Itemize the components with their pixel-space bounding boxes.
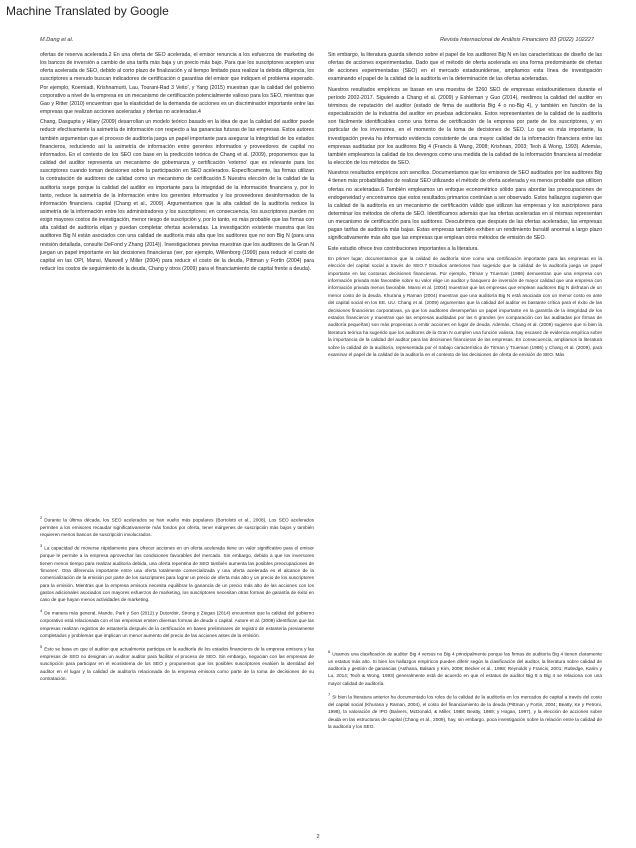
footnote-number: 3 (40, 543, 43, 549)
footnote-text: Durante la última década, los SEO acelerados se han vuelto más populares (Bortolotti et al., 2008). Los SEO acelerados permiten a los emisores recaudar significativamente más fondos por oferta, tener márgenes de suscripción más bajos y también requieren menos bancos de suscripción involucrados. (40, 517, 314, 538)
footnote-number: 6 (328, 649, 331, 654)
paragraph: Sin embargo, la literatura guarda silencio sobre el papel de los auditores Big N en las características de diseño de las ofertas de acciones experimentadas. Dado que el método de oferta acelerada es una forma predominante de ofertas de acciones experimentadas (SEO) en el mercado estadounidense, ampliamos esta línea de investigación examinando el papel de la calidad de la auditoría en la determinación de las ofertas aceleradas. (328, 52, 602, 83)
footnote (40, 643, 314, 682)
paragraph: En primer lugar, documentamos que la calidad de auditoría sirve como una certificación importante para las empresas en la elección del capital social a través de SEO.7 Estudios anteriores han sugerido que la calidad de la auditoría juega un papel importante en las costosas decisiones financieras. Por ejemplo, Titman y Trueman (1986) demuestran que una empresa con información privada más favorable sobre su valor elige un auditor y banquero de inversión de mayor calidad que una empresa con información privada menos favorable. Mansi et al. (2004) muestran que las empresas que emplean auditores Big N disfrutan de un menor costo de la deuda. Khurana y Raman (2004) muestran que una auditoría Big N está asociada con un menor costo ex ante del capital social en los EE. UU. Chang et al. (2009) argumentan que la calidad del auditor es bastante crítica para el éxito de las decisiones financieras corporativas, ya que los auditores desempeñan un papel importante en la garantía de la integridad de los estados financieros y muestran que las empresas auditadas por las 6 grandes (en comparación con las auditadas por firmas de auditoría pequeñas) son más propensas a emitir acciones en lugar de deuda. Además, Chang et al. (2009) sugieren que si bien la literatura teórica ha sugerido que los auditores de la Gran N cumplen una función valiosa, hay escasez de evidencia empírica sobre la importancia de la calidad del auditor para las decisiones financieras de las empresas. En consecuencia, ampliamos la literatura sobre la calidad de la auditoría, representada por el trabajo característico de Titman y Trueman (1986) y Chang et al. (2009), para examinar el papel de la calidad de la auditoría en el contexto de las decisiones de oferta de emisión de SEO. Más (328, 255, 602, 358)
footnote-number: 2 (40, 515, 43, 520)
footnote-text: La capacidad de moverse rápidamente para ofrecer acciones en un oferta acelerada tiene un valor significativo para el emisor porque le permite a la empresa aprovechar las condiciones favorables del mercado. Sin embargo, debido a que los inversores tienen menos tiempo para realizar auditoría debida, una oferta repentina de SEO también aumenta las posibles preocupaciones de 'limones'. Otra diferencia importante entre una oferta totalmente comercializada y una oferta acelerada es el alcance de la comercialización de la emisión por parte de los suscriptores para lograr un precio de oferta más alto y un precio de los suscriptores para la emisión. Mientras que la empresa emisora necesita equilibrar la ganancia de un precio más alto de las acciones con los gastos adicionales asociados con mayores esfuerzos de marketing, los suscriptores necesitan otras formas de garantía de éxito en caso de que hayan menos actividades de marketing. (40, 546, 314, 603)
footnote (328, 648, 602, 687)
footnote (40, 514, 314, 538)
left-column (40, 51, 314, 507)
right-column (328, 51, 602, 626)
paragraph: Nuestros resultados empíricos son sencillos. Documentamos que los emisores de SEO auditados por los auditores Big 4 tienen más probabilidades de realizar SEO utilizando el método de oferta acelerada y es menos probable que utilicen ofertas no aceleradas.6 También empleamos un enfoque econométrico sólido para abordar las preocupaciones de endogeneidad y encontramos que estos resultados primarios continúan a ser observado. Estos hallazgos sugieren que la calidad de la auditoría es un mecanismo de certificación válido que utilizan las empresas y los suscriptores para determinar los métodos de oferta de SEO. Identificamos además que las ofertas aceleradas en sí mismas representan un mecanismo de certificación para los auditores. Descubrimos que después de las ofertas aceleradas, las empresas pagan tarifas de auditoría más bajas. Estas empresas también exhiben un rendimiento bursátil anormal a largo plazo significativamente más alto que las empresas que emplean otros métodos de emisión de SEO. (328, 170, 602, 242)
translation-banner (0, 0, 636, 24)
footnote-text: Esto se basa en que el auditor que actualmente participa en la auditoría de los estados financieros de la empresa emisora y las empresas de SEO no designan un auditor auditor para facilitar el proceso de SEO. Sin embargo, negocian con las empresas de suscripción para participar en el ecosistema de los SEO y proponemos que los posibles suscriptores evalúen la identidad del auditor en el lugar y la calidad de auditoría relacionada de la empresa emisora como parte de la toma de decisiones de su contratación. (40, 646, 314, 681)
footnote (40, 607, 314, 639)
footnote-text: Usamos una clasificación de auditor Big 4 versus no Big 4 principalmente porque las firmas de auditoría Big 4 tienen claramente un estatus más alto. Si bien los hallazgos empíricos pueden diferir según la clasificación del auditor, la literatura sobre calidad de auditoría y gestión de ganancias (Asthana, Balsam y Kim, 2009; Becker et al., 1998; Reynolds y Francis, 2001; Rutledge, Karim y Lu, 2014; Teoh & Wong, 1993) generalmente está de acuerdo en que el estatus de auditor Big 8 a Big 4 se relaciona con una mayor calidad de auditoría. (328, 651, 602, 686)
paragraph: Nuestros resultados empíricos se basan en una muestra de 3260 SEO de empresas estadounidenses durante el período 2002-2017. Siguiendo a Chang et al. (2009) y Eshleman y Guo (2014), medimos la calidad del auditor en términos de reputación del auditor (estado de firma de auditoría Big 4 o no-Big 4), y también en función de la especialización de la industria del auditor en pruebas adicionales. Estos representantes de la calidad de la auditoría son fácilmente identificables como una forma de certificación de la empresa por parte de los suscriptores, y en particular de los inversores, en el momento de la toma de decisiones de SEO. Lo que es más importante, la investigación previa ha informado evidencia consistente de una mayor calidad de la información financiera entre las empresas auditadas por los auditores Big 4 (Francis & Wang, 2008; Krishnan, 2003; Teoh & Wong, 1993). Además, también empleamos la calidad de los devengos como una medida de la calidad de la información financiera al modelar la elección de los métodos de SEO. (328, 86, 602, 167)
footnote-text: Si bien la literatura anterior ha documentado los roles de la calidad de la auditoría en los mercados de capital a través del costo del capital social (Khurana y Raman, 2004), el costo del financiamiento de la deuda (Pittman y Fortin, 2004; Beatty, Ke y Petroni, 1998), la valoración de IPO (Balvers, McDonald, & Miller, 1988; Beatty, 1989; y Hogan, 1997), y la elección de acciones sobre deuda en las estructuras de capital (Chang et al., 2009), hay, sin embargo, poca investigación sobre la relación entre la calidad de la auditoría y los SEO. (328, 694, 602, 729)
running-head-journal: Revista Internacional de Análisis Financiero 83 (2022) 102227 (439, 37, 594, 43)
running-head-author: M.Dang et al. (40, 37, 74, 43)
footnotes-right (328, 648, 602, 806)
footnote-number: 5 (40, 644, 43, 650)
footnote (40, 542, 314, 603)
paragraph: ofertas de reserva acelerada.2 En una oferta de SEO acelerada, el emisor renuncia a los esfuerzos de marketing de los bancos de inversión a cambio de una tarifa más baja y un precio más bajo. Para que los suscriptores acepten una oferta acelerada de SEO, debido al corto plazo de finalización y al tiempo limitado para realizar la debida diligencia, los suscriptores a menudo buscan indicadores de certificación o garantías del emisor que indiquen el problema esperado. Por ejemplo, Koerniadi, Krishnamurti, Lau, Tourani-Rad 3 Veito', y Yang (2015) muestran que la calidad del gobierno corporativo a nivel de la empresa es un mecanismo de certificación potencialmente valioso para los SEO, mientras que Gao y Ritter (2010) encuentran que la elasticidad de la demanda de acciones es un discriminador importante entre las empresas que realizan acciones aceleradas y ofertas no aceleradas.4 (40, 52, 314, 116)
footnote-text: De manera más general, Mande, Park y Son (2012) y Dutordoir, Strong y Ziegan (2014) encuentran que la calidad del gobierno corporativo está relacionada con el las empresas emiten diversas formas de deuda o capital. Autore et al. (2009) identifican que las empresas realizan registros de estantería después de la certificación en bases preliminares de registro de estantería previamente completados y problemas que implican un menor aumento del precio de las acciones antes de la emisión. (40, 610, 314, 638)
paragraph: Este estudio ofrece tres contribuciones importantes a la literatura. (328, 245, 479, 252)
footnote-number: 4 (40, 608, 43, 614)
footnotes-left (40, 514, 314, 806)
footnote (328, 691, 602, 730)
footnote-number: 7 (328, 692, 331, 698)
page-number: 2 (316, 834, 320, 840)
banner-title: Machine Translated by Google (6, 4, 169, 18)
paragraph: Chang, Dasgupta y Hilary (2009) desarrollan un modelo teórico basado en la idea de que la calidad del auditor puede reducir efectivamente la asimetría de información con respecto a las ganancias futuras de las empresas. Estos autores también argumentan que el proceso de auditoría juega un papel importante para asegurar la integridad de los estados financieros, reduciendo así la asimetría de información entre gerentes informados y proveedores de capital no informados. En el contexto de los SEO con base en la predicción teórica de Chang et al. (2009), proponemos que la calidad del auditor representa un mecanismo de gobernanza y certificación 'externo' que es relevante para los suscriptores cuando toman decisiones sobre la participación en SEO acelerados. Específicamente, las firmas utilizan la contratación de auditores de calidad como un mecanismo de certificación.5 Nuestra elección de la calidad de la auditoría surge porque la calidad del auditor es importante para la integridad de la información financiera y, por lo tanto, reduce la asimetría de la información entre los gerentes informados y los proveedores desinformados de la información financiera. capital (Chang et al., 2009). Argumentamos que la alta calidad de la auditoría reduce la asimetría de la información entre los administradores y los suscriptores; en consecuencia, los suscriptores pueden no exigir mayores costos de investigación, menor riesgo de suscripción y, por lo tanto, es más probable que las firmas con alta calidad de auditoría elijan y puedan completar ofertas aceleradas. La investigación existente muestra que los auditores Big N están asociados con una calidad de auditoría más alta que los auditores que no son Big N (para una revisión detallada, consulte DeFond y Zhang (2014)). Investigaciones previas muestran que los auditores de la Gran N juegan un papel importante en las decisiones financieras (ver, por ejemplo, Willenborg (1999) para reducir el costo de capital en las OPI, Mansi, Maxwell y Miller (2004) para reducir el costo de la deuda, Pittman y Fortin (2004) para reducir los costos de seguimiento de la deuda, Chang y otros (2009) para el financiamiento de capital frente a deuda). (40, 119, 314, 273)
